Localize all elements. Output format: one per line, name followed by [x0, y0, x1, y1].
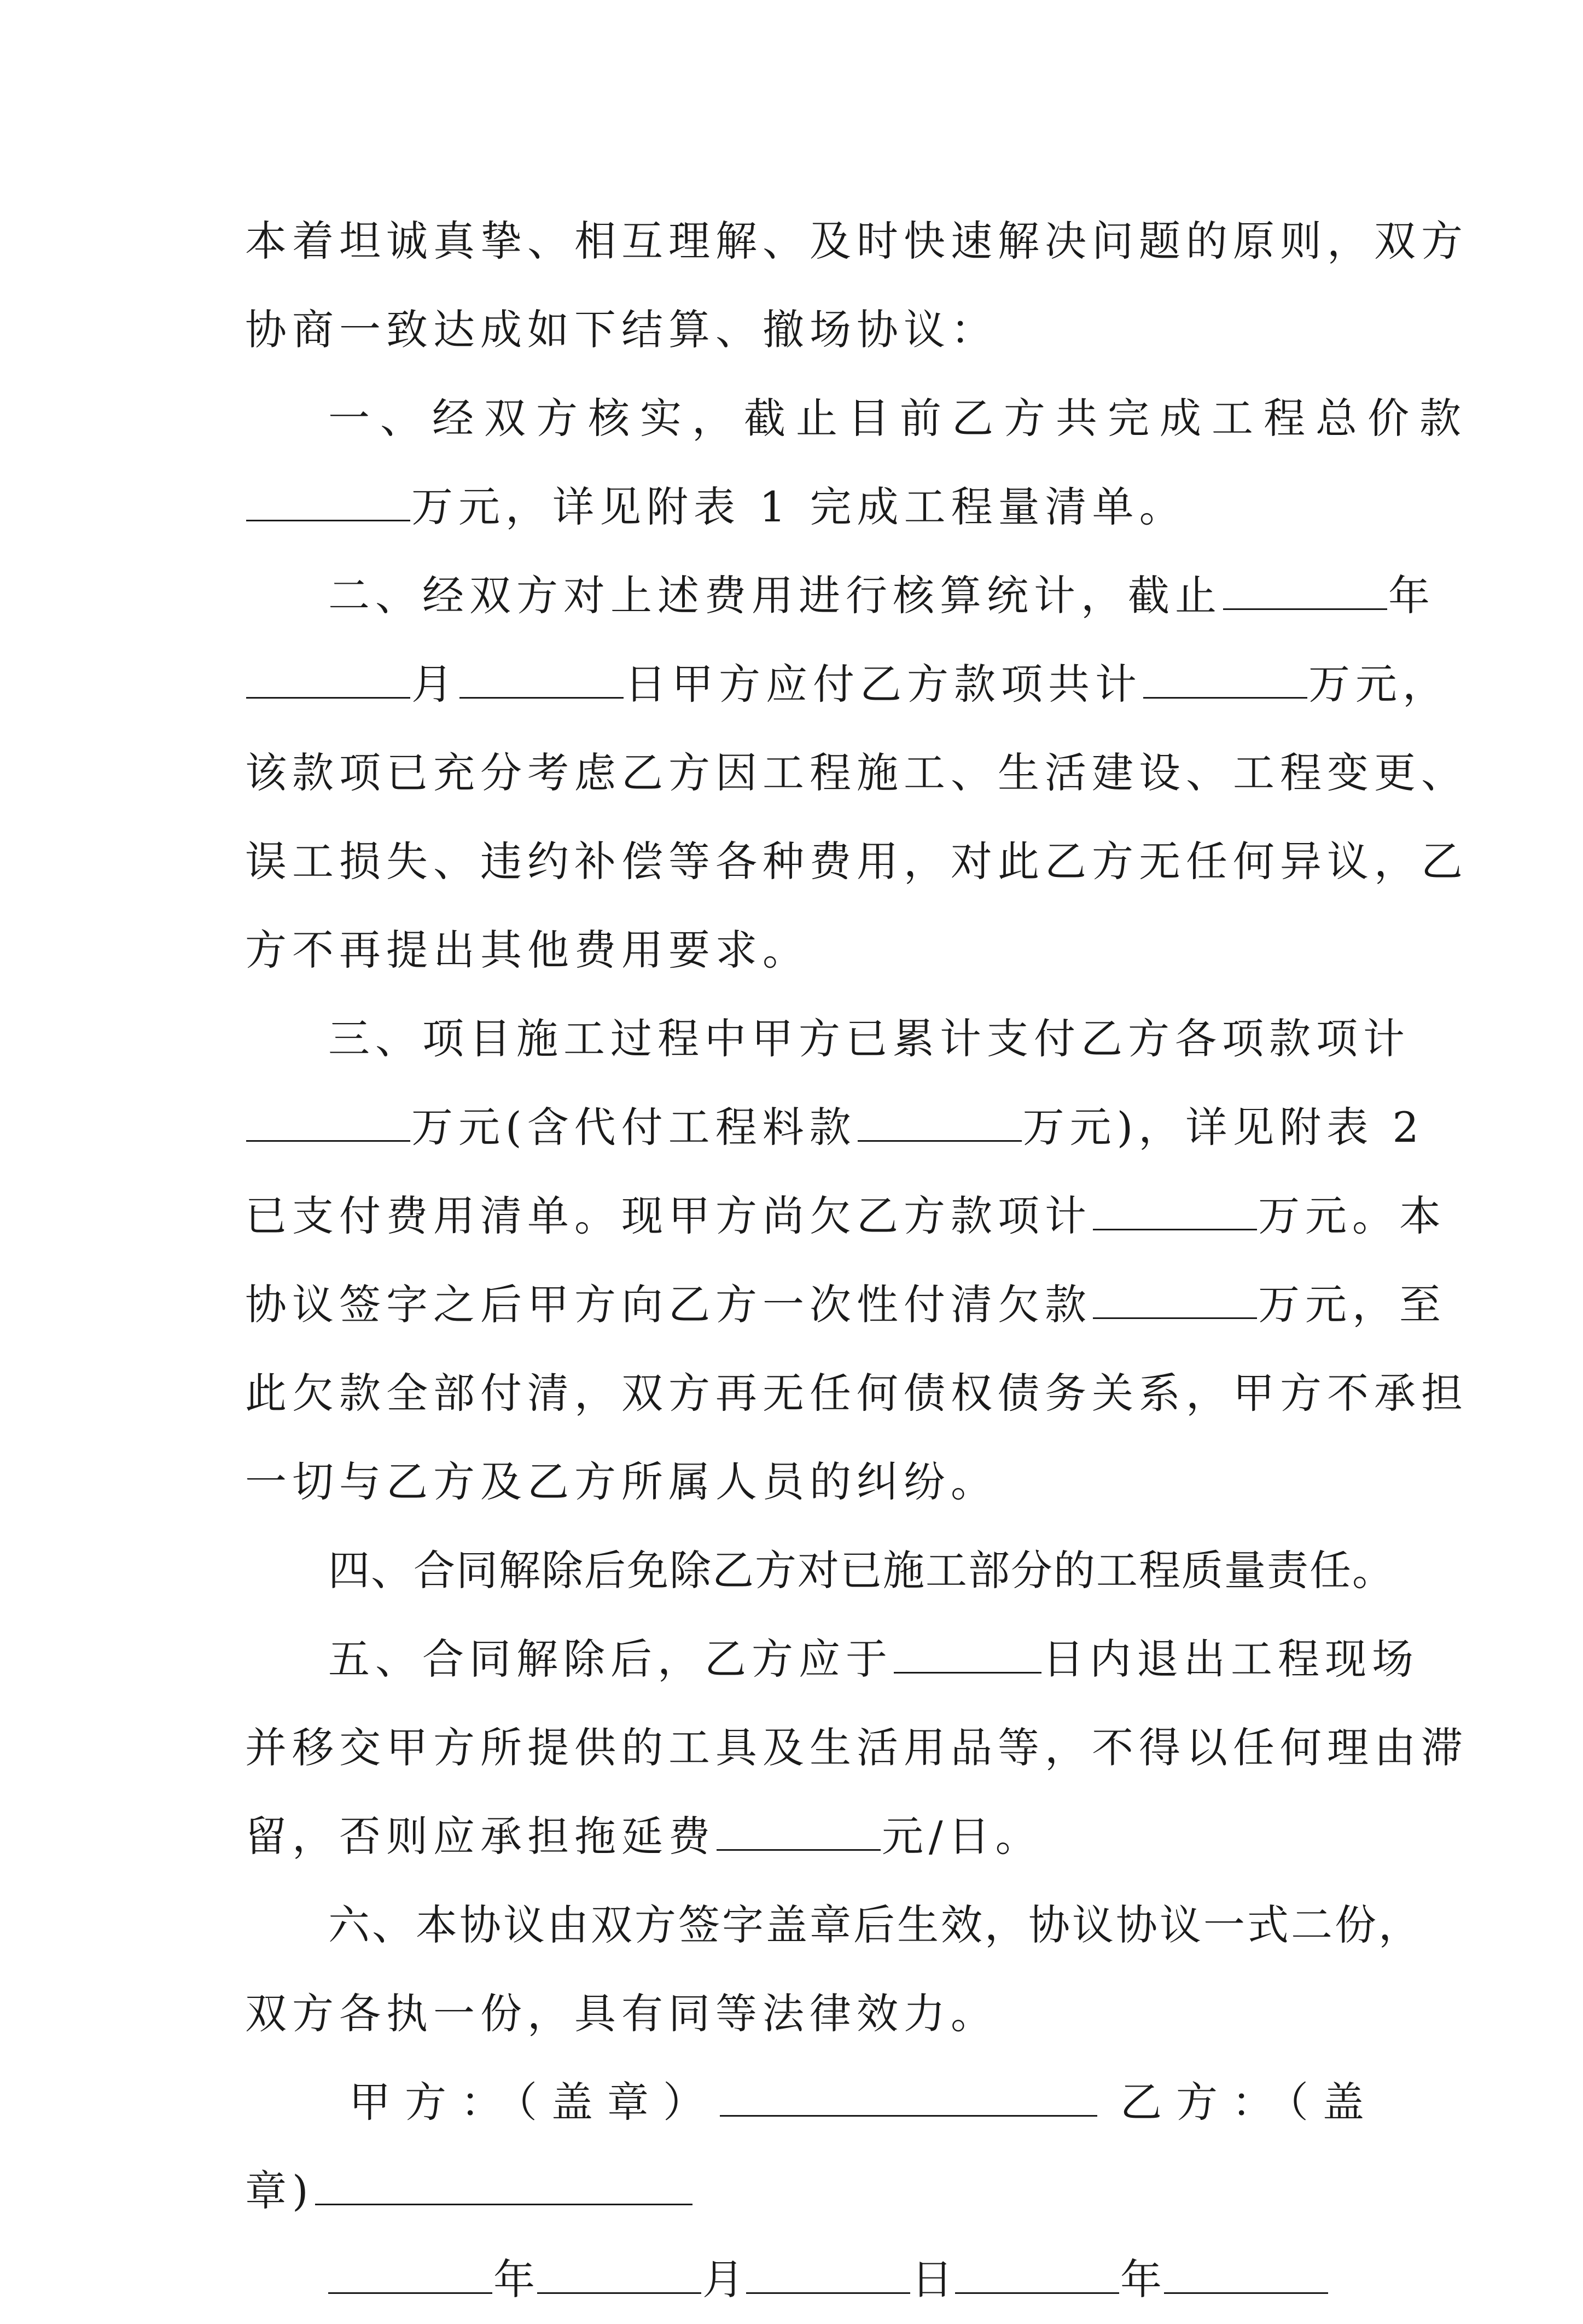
clause-3-settle-text: 协议签字之后甲方向乙方一次性付清欠款	[245, 1280, 1092, 1329]
clause-2-payable-text: 日甲方应付乙方款项共计	[625, 660, 1142, 708]
blank-delay-fee	[717, 1815, 881, 1851]
clause-3-line-3	[245, 1172, 1446, 1260]
clause-5-delay-unit: 元/日。	[882, 1812, 1043, 1861]
clause-3-line-2	[245, 1083, 1424, 1172]
clause-2-line-4	[245, 817, 1468, 906]
blank-days	[894, 1638, 1041, 1674]
clause-1-tail: 万元，详见附表 1 完成工程量清单。	[411, 483, 1186, 531]
blank-total-price	[246, 486, 410, 521]
clause-3-line-5	[245, 1349, 1468, 1438]
clause-6-text: 六、本协议由双方签字盖章后生效，协议协议一式二份，	[328, 1901, 1422, 1949]
blank-settle-amount	[1093, 1283, 1257, 1319]
clause-3-text: 三、项目施工过程中甲方已累计支付乙方各项款项计	[328, 1014, 1410, 1063]
clause-3-owed-tail: 万元。本	[1258, 1192, 1446, 1240]
signature-line-2	[245, 2147, 1345, 2235]
clause-3-material-text: 万元(含代付工程料款	[411, 1103, 857, 1152]
month-label: 月	[411, 660, 458, 708]
clause-3-line-4	[245, 1260, 1446, 1349]
clause-5-delay-text: 留，否则应承担拖延费	[245, 1812, 715, 1861]
blank-year	[1223, 574, 1387, 610]
intro-text-1: 本着坦诚真挚、相互理解、及时快速解决问题的原则，双方	[245, 217, 1468, 265]
blank-party-b-seal	[315, 2170, 692, 2205]
blank-date-year-2	[955, 2258, 1119, 2294]
year-label: 年	[1388, 571, 1435, 620]
party-a-seal-label: 甲方：（盖章）	[349, 2078, 719, 2127]
clause-5-text: 五、合同解除后，乙方应于	[328, 1635, 893, 1683]
clause-3-appendix-text: 万元)，详见附表 2	[1022, 1103, 1424, 1152]
clause-2-line-1	[245, 551, 1435, 640]
agreement-body	[245, 197, 1471, 2324]
clause-6-line-2	[245, 1969, 1345, 2058]
signature-line-1	[245, 2058, 1378, 2147]
blank-day	[459, 663, 624, 699]
clause-4-line-1	[245, 1526, 1395, 1615]
blank-month	[246, 663, 410, 699]
clause-4-text: 四、合同解除后免除乙方对已施工部分的工程质量责任。	[328, 1546, 1395, 1595]
clause-1-text: 一、经双方核实，截止目前乙方共完成工程总价款	[328, 394, 1471, 443]
party-b-seal-label: 乙方：（盖	[1120, 2078, 1378, 2127]
blank-date-month	[537, 2258, 701, 2294]
intro-text-2: 协商一致达成如下结算、撤场协议：	[245, 305, 998, 354]
party-b-seal-label-end: 章)	[245, 2166, 314, 2215]
date-year-label-2: 年	[1120, 2255, 1163, 2304]
clause-1-line-2	[245, 463, 1345, 551]
clause-5-exit-text: 日内退出工程现场	[1043, 1635, 1419, 1683]
clause-3-line-1	[245, 995, 1410, 1083]
date-year-label: 年	[493, 2255, 536, 2304]
intro-line-2	[245, 286, 1345, 374]
clause-2-text-4: 误工损失、违约补偿等各种费用，对此乙方无任何异议，乙	[245, 837, 1468, 886]
clause-6-text-2: 双方各执一份，具有同等法律效力。	[245, 1989, 998, 2038]
blank-date-trailing	[1164, 2258, 1328, 2294]
intro-line-1	[245, 197, 1468, 286]
clause-2-line-2	[245, 640, 1450, 729]
clause-3-owed-text: 已支付费用清单。现甲方尚欠乙方款项计	[245, 1192, 1092, 1240]
clause-2-line-3	[245, 729, 1468, 817]
clause-2-text-5: 方不再提出其他费用要求。	[245, 926, 810, 974]
wan-yuan-label: 万元，	[1308, 660, 1450, 708]
clause-3-line-6	[245, 1438, 1345, 1526]
clause-3-text-5: 此欠款全部付清，双方再无任何债权债务关系，甲方不承担	[245, 1369, 1468, 1417]
blank-paid-total	[246, 1106, 410, 1142]
clause-5-line-2	[245, 1704, 1468, 1792]
clause-2-text-3: 该款项已充分考虑乙方因工程施工、生活建设、工程变更、	[245, 748, 1468, 797]
clause-6-line-1	[245, 1881, 1422, 1969]
date-month-label: 月	[702, 2255, 745, 2304]
clause-3-text-6: 一切与乙方及乙方所属人员的纠纷。	[245, 1457, 998, 1506]
blank-owed-amount	[1093, 1195, 1257, 1230]
date-day-label: 日	[911, 2255, 954, 2304]
blank-material-amount	[858, 1106, 1022, 1142]
blank-payable-amount	[1143, 663, 1307, 699]
clause-2-line-5	[245, 906, 1345, 995]
blank-date-year	[328, 2258, 492, 2294]
clause-3-settle-tail: 万元，至	[1258, 1280, 1446, 1329]
blank-date-day	[746, 2258, 910, 2294]
date-line	[245, 2235, 1345, 2324]
clause-5-text-2: 并移交甲方所提供的工具及生活用品等，不得以任何理由滞	[245, 1723, 1468, 1772]
clause-2-text: 二、经双方对上述费用进行核算统计，截止	[328, 571, 1222, 620]
clause-1-line-1	[245, 374, 1471, 463]
blank-party-a-seal	[720, 2081, 1097, 2117]
clause-5-line-1	[245, 1615, 1419, 1704]
clause-5-line-3	[245, 1792, 1345, 1881]
